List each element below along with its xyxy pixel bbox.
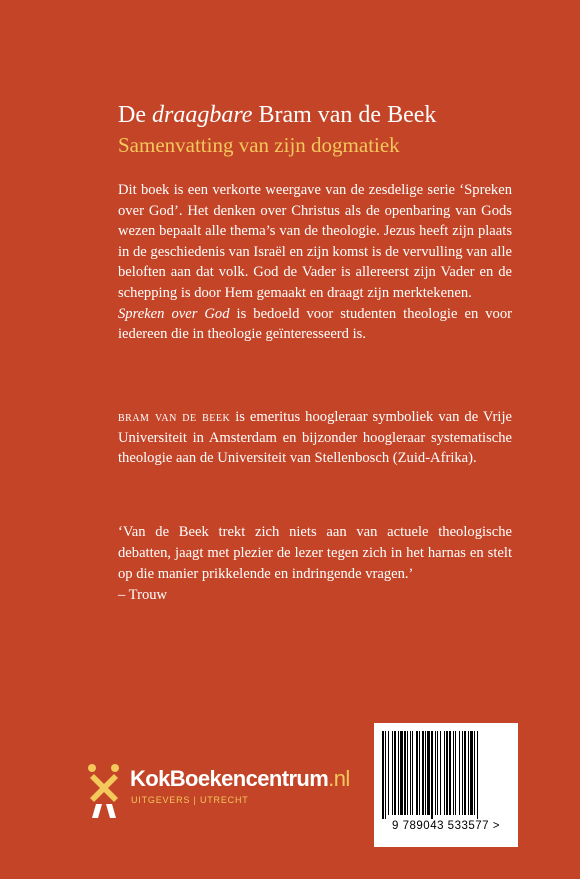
author-bio-text — [118, 407, 512, 469]
author-name: bram van de beek — [118, 409, 231, 425]
book-title — [118, 100, 436, 130]
series-title: Spreken over God — [118, 305, 230, 322]
series-note — [118, 304, 512, 345]
quote-source: – Trouw — [118, 587, 168, 603]
series-note-text: is bedoeld voor studenten theologie en voor iedereen die in theologie geïnteresseerd is. — [118, 305, 512, 343]
publisher-logo — [82, 760, 350, 830]
isbn-digits: 9 789043 533577 > — [392, 820, 500, 832]
publisher-tagline: UITGEVERS | UTRECHT — [131, 795, 249, 805]
description-text: Dit boek is een verkorte weergave van de zesdelige serie ‘Spreken over God’. Het denken over Christus als de openbaring van Gods wezen bepaalt alle thema’s van de theologie. Jezus heeft zijn plaats in de geschiedenis van Israël en zijn komst is de vervulling van alle beloften aan dat volk. God de Vader is allereerst zijn Vader en de schepping is door Hem gemaakt en draagt zijn merktekenen. — [118, 182, 512, 301]
book-subtitle: Samenvatting van zijn dogmatiek — [118, 133, 400, 157]
publisher-name — [130, 766, 350, 792]
title-italic: draagbare — [151, 102, 253, 128]
quote-text: ‘Van de Beek trekt zich niets aan van actuele theologische debatten, jaagt met plezier de lezer tegen zich in het harnas en stelt op die manier prikkelende en indringende vragen.’ — [118, 524, 512, 582]
kokboekencentrum-logo-mark-icon — [82, 760, 126, 820]
publisher-name-text: KokBoekencentrum — [130, 766, 329, 791]
author-bio — [118, 407, 512, 469]
isbn-barcode — [374, 723, 518, 847]
barcode-icon — [380, 731, 512, 819]
author-bio-body: is emeritus hoogleraar symboliek van de Vrije Universiteit in Amsterdam en bijzonder hoogleraar systematische theologie aan de Universiteit van Stellenbosch (Zuid-Afrika). — [118, 409, 512, 467]
title-part1: De — [118, 102, 152, 128]
review-quote — [118, 522, 512, 606]
description-paragraph — [118, 180, 512, 345]
publisher-tld: .nl — [328, 766, 350, 791]
title-part2: Bram van de Beek — [252, 102, 437, 128]
